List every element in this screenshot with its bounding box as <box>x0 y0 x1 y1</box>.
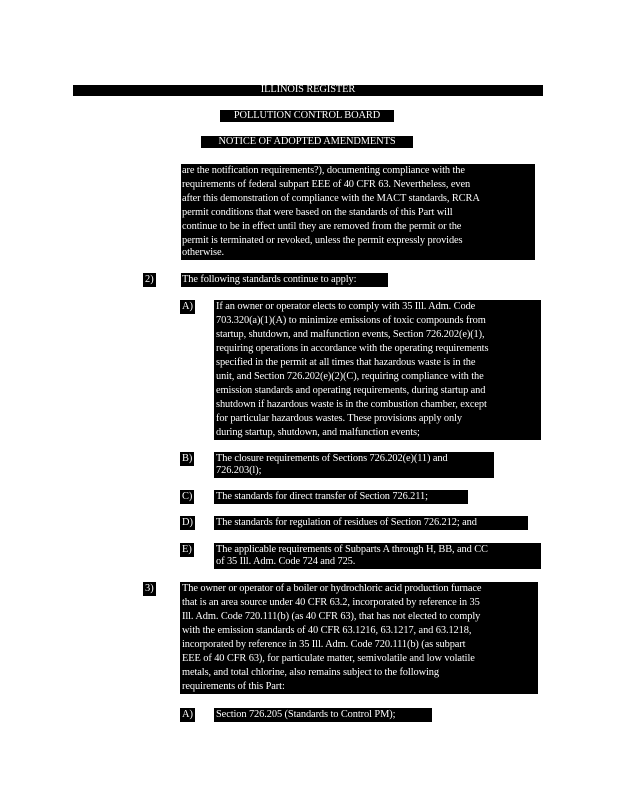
item-2e-marker: E) <box>182 544 192 555</box>
item-2e-line: of 35 Ill. Adm. Code 724 and 725. <box>216 556 356 567</box>
item-2a-line: 703.320(a)(1)(A) to minimize emissions of toxic compounds from <box>216 315 486 326</box>
item-3-marker: 3) <box>145 583 154 594</box>
intro-line: otherwise. <box>182 247 224 258</box>
intro-line: permit conditions that were based on the standards of this Part will <box>182 207 453 218</box>
item-2a-line: during startup, shutdown, and malfunction events; <box>216 427 420 438</box>
intro-line: are the notification requirements?), documenting compliance with the <box>182 165 465 176</box>
item-2a-line: startup, shutdown, and malfunction events, Section 726.202(e)(1), <box>216 329 485 340</box>
item-2-marker: 2) <box>145 274 154 285</box>
intro-line: requirements of federal subpart EEE of 40 CFR 63. Nevertheless, even <box>182 179 471 190</box>
board-name: POLLUTION CONTROL BOARD <box>220 110 394 122</box>
intro-line: permit is terminated or revoked, unless the permit expressly provides <box>182 235 463 246</box>
item-2a-marker: A) <box>182 301 193 312</box>
item-2a-line: unit, and Section 726.202(e)(2)(C), requiring compliance with the <box>216 371 484 382</box>
item-2b-paragraph <box>214 452 494 478</box>
item-3-line: The owner or operator of a boiler or hydrochloric acid production furnace <box>182 583 482 594</box>
item-3-line: EEE of 40 CFR 63), for particulate matter, semivolatile and low volatile <box>182 653 475 664</box>
item-2e-line: The applicable requirements of Subparts A through H, BB, and CC <box>216 544 488 555</box>
intro-line: after this demonstration of compliance with the MACT standards, RCRA <box>182 193 480 204</box>
item-2b-line: The closure requirements of Sections 726.202(e)(11) and <box>216 453 448 464</box>
header-title: ILLINOIS REGISTER <box>260 84 356 95</box>
item-3a-text: Section 726.205 (Standards to Control PM); <box>214 708 432 722</box>
item-3-paragraph <box>180 582 538 694</box>
item-2a-line: shutdown if hazardous waste is in the combustion chamber, except <box>216 399 487 410</box>
item-2d-text: The standards for regulation of residues of Section 726.212; and <box>214 516 528 530</box>
item-2a-line: emission standards and operating requirements, during startup and <box>216 385 486 396</box>
item-2d-marker: D) <box>182 517 193 528</box>
item-2c-marker: C) <box>182 491 193 502</box>
item-3-line: Ill. Adm. Code 720.111(b) (as 40 CFR 63), that has not elected to comply <box>182 611 481 622</box>
item-3a-marker: A) <box>182 709 193 720</box>
item-3-line: requirements of this Part: <box>182 681 285 692</box>
item-3-line: incorporated by reference in 35 Ill. Adm. Code 720.111(b) (as subpart <box>182 639 466 650</box>
intro-paragraph <box>181 164 535 260</box>
item-2a-line: for particular hazardous wastes. These provisions apply only <box>216 413 463 424</box>
item-2a-paragraph <box>214 300 541 440</box>
item-2e-paragraph <box>214 543 541 569</box>
item-2-text: The following standards continue to apply: <box>181 273 388 287</box>
item-2a-line: requiring operations in accordance with the operating requirements <box>216 343 489 354</box>
item-3-line: with the emission standards of 40 CFR 63.1216, 63.1217, and 63.1218, <box>182 625 472 636</box>
item-2a-line: specified in the permit at all times that hazardous waste is in the <box>216 357 476 368</box>
item-2a-line: If an owner or operator elects to comply with 35 Ill. Adm. Code <box>216 301 476 312</box>
item-3-line: metals, and total chlorine, also remains subject to the following <box>182 667 439 678</box>
notice-title: NOTICE OF ADOPTED AMENDMENTS <box>201 136 413 148</box>
item-2b-line: 726.203(l); <box>216 465 262 476</box>
intro-line: continue to be in effect until they are removed from the permit or the <box>182 221 462 232</box>
item-2b-marker: B) <box>182 453 193 464</box>
item-2c-text: The standards for direct transfer of Section 726.211; <box>214 490 468 504</box>
item-3-line: that is an area source under 40 CFR 63.2, incorporated by reference in 35 <box>182 597 480 608</box>
